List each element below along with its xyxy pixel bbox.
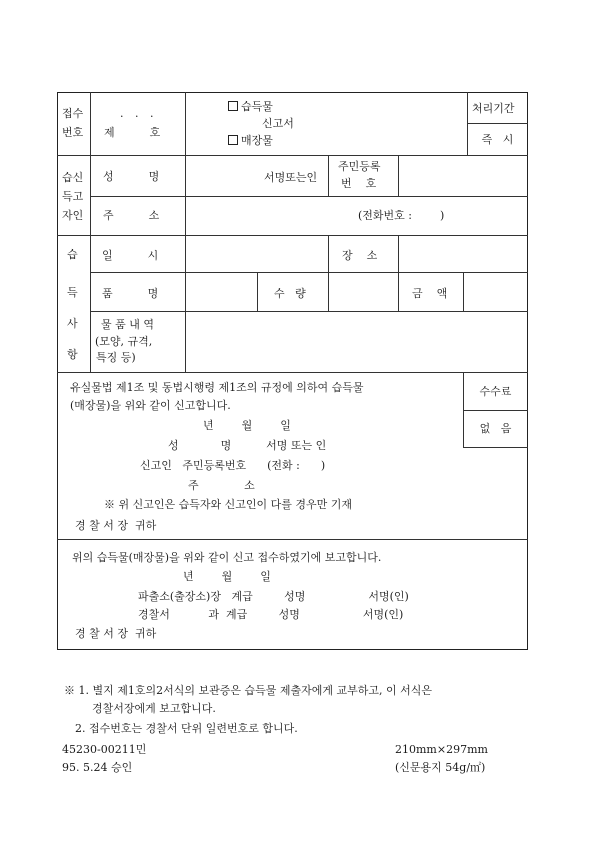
divider [463, 447, 528, 448]
reporter-sign-label: 서명또는인 [264, 171, 318, 184]
fee-value: 없 음 [479, 422, 512, 435]
declarant-address: 주 소 [188, 479, 255, 492]
item-detail-label-1: 물 품 내 역 [101, 318, 154, 331]
declarant-rrn: 신고인 주민등록번호 (전화 : ) [140, 459, 326, 472]
divider [467, 92, 468, 155]
paper-size: 210mm×297mm [395, 743, 488, 756]
divider [57, 372, 528, 373]
divider [467, 123, 528, 124]
reporter-rrn-label-2: 번 호 [341, 177, 377, 190]
divider [185, 155, 186, 311]
report-police-box-row: 파출소(출장소)장 계급 성명 서명(인) [138, 590, 409, 603]
quantity-label: 수 량 [274, 287, 306, 300]
found-item-option[interactable] [228, 101, 273, 112]
report-date: 년 월 일 [183, 570, 271, 583]
divider [463, 410, 528, 411]
reg-dots: . . . [120, 107, 158, 120]
divider [185, 92, 186, 155]
reg-number-label: 제 호 [104, 126, 161, 139]
declaration-line-1: 유실물법 제1조 및 동법시행령 제1조의 규정에 의하여 습득물 [70, 381, 364, 394]
paper-type: (신문용지 54g/㎡) [395, 761, 486, 774]
checkbox[interactable] [228, 135, 238, 145]
report-police-station-row: 경찰서 과 계급 성명 서명(인) [138, 608, 404, 621]
divider [463, 272, 464, 311]
divider [90, 92, 91, 372]
report-recipient: 경 찰 서 장 귀하 [75, 627, 157, 640]
divider [257, 272, 258, 311]
declarant-name: 성 명 서명 또는 인 [168, 439, 327, 452]
item-label-1: 습 [67, 248, 78, 261]
divider [463, 372, 464, 447]
declaration-line-2: (매장물)을 위와 같이 신고합니다. [70, 399, 231, 412]
divider [398, 235, 399, 272]
reporter-rrn-label-1: 주민등록 [338, 160, 381, 173]
divider [328, 235, 329, 311]
report-label: 신고서 [262, 117, 294, 130]
checkbox[interactable] [228, 101, 238, 111]
report-line-1: 위의 습득물(매장물)을 위와 같이 신고 접수하였기에 보고합니다. [72, 551, 382, 564]
approval-date: 95. 5.24 승인 [62, 761, 133, 774]
item-detail-label-2: (모양, 규격, [95, 335, 153, 348]
reporter-label-2: 득고 [62, 190, 84, 203]
reporter-label-1: 습신 [62, 171, 84, 184]
declaration-date: 년 월 일 [203, 419, 291, 432]
item-label-3: 사 [67, 317, 78, 330]
divider [185, 311, 186, 372]
place-label: 장 소 [342, 249, 378, 262]
buried-item-option[interactable] [228, 135, 273, 146]
datetime-label: 일 시 [102, 249, 159, 262]
divider [90, 196, 528, 197]
reporter-phone-label: (전화번호 : ) [358, 209, 445, 222]
processing-period-label: 처리기간 [472, 102, 515, 115]
reporter-name-label: 성 명 [103, 170, 160, 183]
divider [57, 155, 528, 156]
reg-label-1: 접수 [62, 107, 84, 120]
item-label-4: 항 [67, 348, 78, 361]
item-label-2: 득 [67, 286, 78, 299]
item-name-label: 품 명 [102, 287, 159, 300]
footnote-2: 2. 접수번호는 경찰서 단위 일련번호로 합니다. [75, 722, 298, 735]
amount-label: 금 액 [412, 287, 448, 300]
reporter-label-3: 자인 [62, 209, 84, 222]
fee-label: 수수료 [479, 385, 512, 398]
item-detail-label-3: 특징 등) [96, 351, 136, 364]
footnote-1b: 경찰서장에게 보고합니다. [92, 702, 216, 715]
reporter-address-label: 주 소 [103, 209, 160, 222]
processing-period-value: 즉 시 [481, 133, 514, 146]
declaration-recipient: 경 찰 서 장 귀하 [75, 519, 157, 532]
form-number: 45230-00211민 [62, 743, 147, 756]
found-item-label: 습득물 [241, 100, 273, 113]
divider [398, 272, 399, 311]
buried-item-label: 매장물 [241, 134, 273, 147]
divider [90, 311, 528, 312]
divider [57, 235, 528, 236]
divider [57, 539, 528, 540]
divider [398, 155, 399, 196]
reg-label-2: 번호 [62, 126, 84, 139]
declaration-note: ※ 위 신고인은 습득자와 신고인이 다를 경우만 기재 [104, 498, 352, 511]
footnote-1a: ※ 1. 별지 제1호의2서식의 보관증은 습득물 제출자에게 교부하고, 이 서식은 [64, 684, 432, 697]
divider [328, 155, 329, 196]
